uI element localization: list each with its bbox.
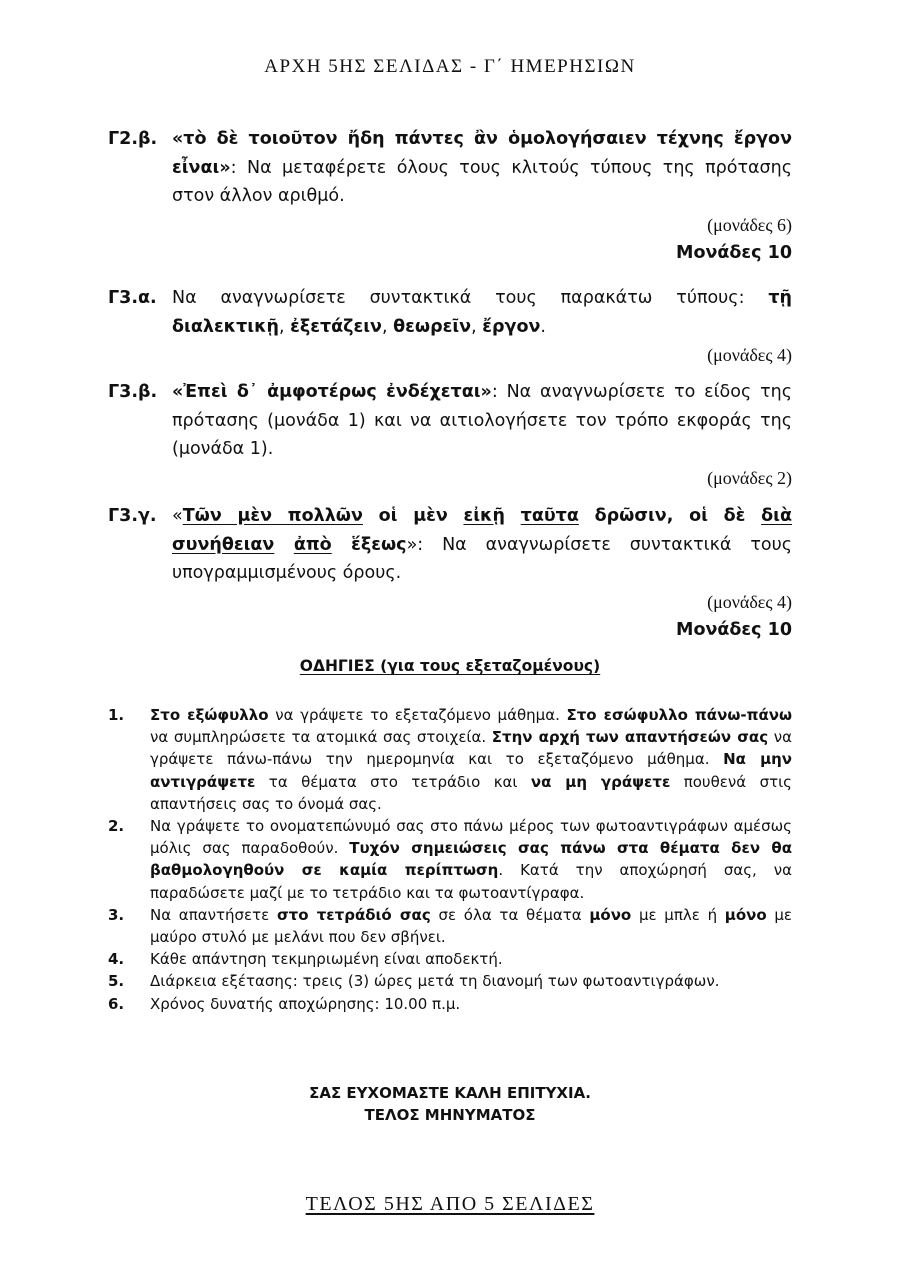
separator: , (279, 316, 291, 337)
instruction-item (108, 904, 792, 948)
closing-line-2: ΤΕΛΟΣ ΜΗΝΥΜΑΤΟΣ (364, 1106, 536, 1124)
item-text: Χρόνος δυνατής αποχώρησης: 10.00 π.μ. (150, 994, 461, 1013)
period: . (540, 316, 546, 337)
separator: , (381, 316, 394, 337)
ancient-quote: «Ἐπεὶ δ᾽ ἀμφοτέρως ἐνδέχεται» (172, 382, 492, 402)
sub-points: (μονάδες 4) (707, 591, 792, 612)
sub-points: (μονάδες 6) (707, 214, 792, 235)
instructions-title: ΟΔΗΓΙΕΣ (για τους εξεταζομένους) (299, 657, 601, 675)
underlined-term: εἰκῇ (463, 506, 505, 526)
closing-line-1: ΣΑΣ ΕΥΧΟΜΑΣΤΕ ΚΑΛΗ ΕΠΙΤΥΧΙΑ. (309, 1084, 591, 1102)
question-text: : Να αναγνωρίσετε συντακτικά τους υπογραμμισμένους όρους. (172, 534, 793, 583)
item-text: με μπλε ή (631, 905, 725, 924)
item-text: σε όλα τα θέματα (430, 905, 590, 924)
closing-message (0, 1082, 900, 1126)
question-g3b (108, 378, 792, 492)
space (505, 506, 521, 526)
bold-text: Στο εξώφυλλο (150, 706, 269, 724)
question-label: Γ3.α. (108, 288, 157, 308)
item-number: 4. (108, 950, 125, 969)
quote-text: δρῶσιν, οἱ δὲ (578, 506, 762, 526)
quote-text: ἕξεως (331, 534, 407, 555)
bold-text: να μη γράψετε (530, 772, 671, 791)
bold-text: μόνο (724, 905, 767, 924)
total-points: Μονάδες 10 (676, 243, 792, 263)
bold-text: Τυχόν σημειώσεις σας πάνω στα θέματα δεν θα βαθμολογηθούν σε καμία περίπτωση (150, 839, 793, 880)
question-label: Γ3.γ. (108, 506, 157, 526)
sub-points: (μονάδες 4) (707, 345, 792, 365)
instruction-item (108, 948, 792, 970)
underlined-term: Τῶν μὲν πολλῶν (182, 506, 363, 526)
underlined-term: ταῦτα (520, 506, 579, 526)
item-number: 2. (108, 817, 125, 836)
item-text: με μαύρο στυλό με μελάνι που δεν σβήνει. (150, 905, 793, 947)
question-text: Να αναγνωρίσετε συντακτικά τους παρακάτω τύπους: (172, 288, 769, 308)
word-1: τῇ διαλεκτικῇ (172, 288, 792, 337)
question-text: : Να μεταφέρετε όλους τους κλιτούς τύπους της πρότασης στον άλλον αριθμό. (172, 157, 792, 206)
item-text: . Κατά την αποχώρησή σας, να παραδώσετε μαζί με το τετράδιο και τα φωτοαντίγραφα. (150, 861, 793, 902)
item-number: 5. (108, 972, 125, 991)
quote-text: οἱ μὲν (362, 506, 464, 526)
item-text: Διάρκεια εξέτασης: τρεις (3) ώρες μετά τη διανομή των φωτοαντιγράφων. (150, 972, 720, 991)
bold-text: Στην αρχή των απαντήσεών σας (491, 728, 769, 747)
item-number: 6. (108, 994, 125, 1013)
item-text: να συμπληρώσετε τα ατομικά σας στοιχεία. (150, 728, 492, 747)
instructions-list (108, 704, 792, 1015)
question-body (172, 378, 792, 464)
item-text: Κάθε απάντηση τεκμηριωμένη είναι αποδεκτή. (150, 950, 503, 969)
item-number: 1. (108, 706, 125, 724)
question-g3a (108, 284, 792, 370)
word-3: θεωρεῖν (393, 316, 472, 337)
item-number: 3. (108, 905, 125, 924)
question-g2b (108, 125, 792, 268)
page-footer: ΤΕΛΟΣ 5ΗΣ ΑΠΟ 5 ΣΕΛΙΔΕΣ (305, 1193, 595, 1215)
item-text: να γράψετε πάνω-πάνω την ημερομηνία και το εξεταζόμενο μάθημα. (150, 728, 792, 769)
word-2: ἐξετάζειν (290, 316, 382, 337)
question-text: : Να αναγνωρίσετε το είδος της πρότασης (μονάδα 1) και να αιτιολογήσετε τον τρόπο εκφοράς της (μονάδα 1). (172, 382, 792, 459)
instruction-item (108, 970, 792, 992)
bold-text: στο τετράδιό σας (277, 905, 431, 924)
question-body (172, 284, 792, 341)
item-text: πουθενά στις απαντήσεις σας το όνομά σας. (150, 772, 792, 813)
item-text: να γράψετε το εξεταζόμενο μάθημα. (268, 706, 567, 724)
underlined-term: διὰ συνήθειαν (172, 506, 792, 555)
close-quote: » (406, 534, 418, 555)
sub-points: (μονάδες 2) (707, 467, 792, 488)
bold-text: μόνο (589, 905, 632, 924)
bold-text: Στο εσώφυλλο πάνω-πάνω (566, 706, 793, 724)
instruction-item (108, 993, 792, 1015)
item-text: Να απαντήσετε (150, 905, 277, 924)
separator: , (471, 316, 483, 337)
item-text: Να γράψετε το ονοματεπώνυμό σας στο πάνω μέρος των φωτοαντιγράφων αμέσως μόλις σας παραδοθούν. (150, 817, 792, 858)
ancient-quote: «τὸ δὲ τοιοῦτον ἤδη πάντες ἂν ὁμολογήσαιεν τέχνης ἔργον εἶναι» (172, 129, 792, 178)
total-points: Μονάδες 10 (676, 620, 792, 640)
underlined-term: ἀπὸ (293, 534, 332, 555)
question-g3c (108, 502, 792, 645)
word-4: ἔργον (482, 316, 541, 337)
space (274, 535, 293, 555)
open-quote: « (172, 506, 183, 526)
question-label: Γ3.β. (108, 382, 158, 402)
page-header: ΑΡΧΗ 5ΗΣ ΣΕΛΙΔΑΣ - Γ΄ ΗΜΕΡΗΣΙΩΝ (264, 56, 636, 77)
question-body (172, 125, 792, 211)
instruction-item (108, 704, 792, 815)
question-label: Γ2.β. (108, 129, 158, 149)
item-text: τα θέματα στο τετράδιο και (255, 772, 531, 791)
bold-text: Να μην αντιγράψετε (150, 750, 792, 791)
instruction-item (108, 815, 792, 904)
question-body (172, 502, 792, 588)
